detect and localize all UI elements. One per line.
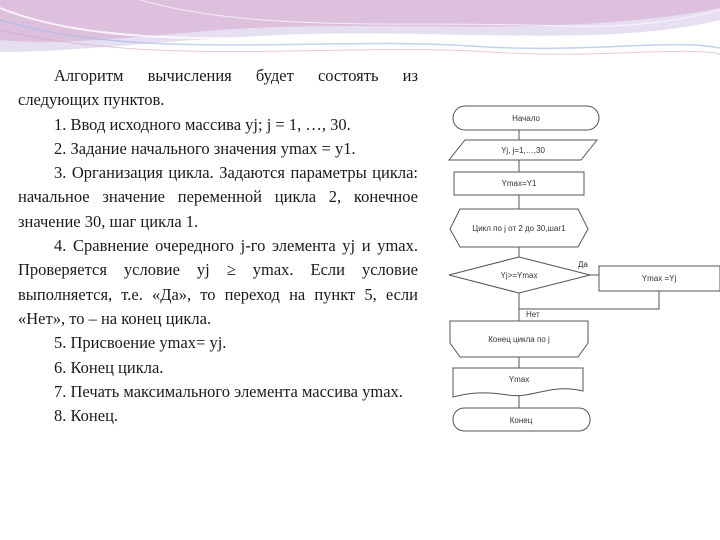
condition-label: Yj>=Ymax (500, 271, 538, 280)
loop-label: Цикл по j от 2 до 30,шаг1 (472, 224, 566, 233)
step-5: 5. Присвоение ymax= yj. (54, 333, 227, 353)
decorative-header-waves (0, 0, 720, 70)
assign-label: Ymax =Yj (641, 274, 677, 283)
algorithm-description (18, 64, 418, 428)
input-label: Yj, j=1,…,30 (501, 146, 545, 155)
step-6: 6. Конец цикла. (54, 357, 164, 377)
step-7: 7. Печать максимального элемента массива ymax. (54, 381, 403, 401)
yes-label: Да (578, 260, 588, 269)
output-label: Ymax (508, 375, 530, 384)
step-2: 2. Задание начального значения ymax = y1. (54, 138, 356, 158)
connector-assign-return (519, 291, 659, 309)
flowchart (428, 95, 720, 445)
intro-paragraph: Алгоритм вычисления будет состоять из следующих пунктов. (18, 66, 418, 110)
no-label: Нет (526, 310, 540, 319)
step-1: 1. Ввод исходного массива yj; j = 1, …, 30. (54, 114, 351, 134)
flowchart-svg (428, 95, 720, 445)
init-label: Ymax=Y1 (501, 179, 537, 188)
step-4: 4. Сравнение очередного j-го элемента yj и ymax. Проверяется условие yj ≥ ymax. Если условие выполняется, т.е. «Да», то переход на пункт 5, если «Нет», то – на конец цикла. (18, 236, 418, 328)
loop-end-label: Конец цикла по j (488, 335, 550, 344)
start-label: Начало (512, 114, 540, 123)
end-label: Конец (509, 416, 533, 425)
step-8: 8. Конец. (54, 406, 119, 426)
step-3: 3. Организация цикла. Задаются параметры цикла: начальное значение переменной цикла 2, конечное значение 30, шаг цикла 1. (18, 163, 418, 231)
